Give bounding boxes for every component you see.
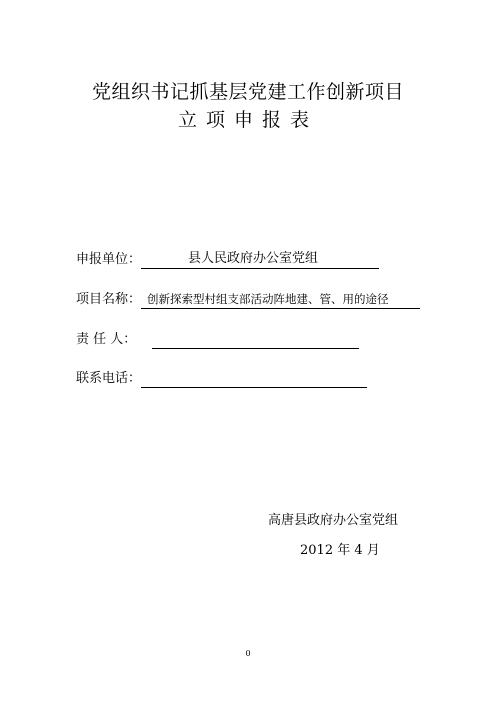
document-subtitle: 立项申报表 <box>177 109 318 131</box>
unit-value-field: 县人民政府办公室党组 <box>141 251 379 269</box>
responsible-value-field <box>152 331 359 349</box>
field-row-project <box>76 289 420 309</box>
phone-label: 联系电话： <box>76 371 142 386</box>
responsible-label: 责 任 人： <box>76 332 137 347</box>
phone-value-field <box>141 370 367 388</box>
project-value-field: 创新探索型村组支部活动阵地建、管、用的途径 <box>141 291 420 309</box>
footer-organization: 高唐县政府办公室党组 <box>268 513 399 528</box>
field-row-unit <box>76 249 379 269</box>
field-row-responsible <box>76 329 359 349</box>
footer-date: 2012 年 4 月 <box>300 543 380 558</box>
project-label: 项目名称： <box>76 292 142 307</box>
unit-label: 申报单位： <box>76 252 142 267</box>
field-row-phone <box>76 368 367 388</box>
document-title: 党组织书记抓基层党建工作创新项目 <box>91 81 404 103</box>
page-number: 0 <box>245 649 251 658</box>
